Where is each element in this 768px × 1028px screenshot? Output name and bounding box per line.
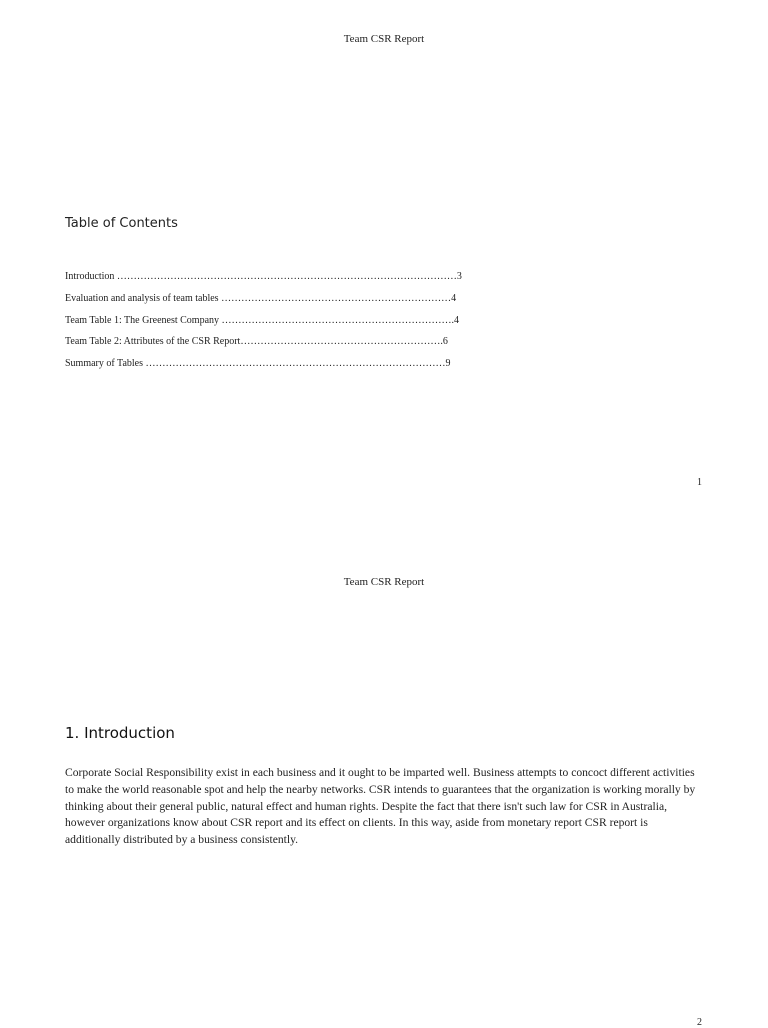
- page-number: 2: [697, 1017, 702, 1028]
- toc-entry-summary[interactable]: Summary of Tables ………………………………………………………………………………9: [65, 358, 451, 369]
- toc-entry-introduction[interactable]: Introduction …………………………………………………………………………………………3: [65, 271, 462, 282]
- page-number: 1: [697, 477, 702, 488]
- toc-entry-team-table-2[interactable]: Team Table 2: Attributes of the CSR Report…………………………………………………….6: [65, 336, 448, 348]
- toc-entry-team-table-1[interactable]: Team Table 1: The Greenest Company …………………………………………………………….4: [65, 314, 460, 326]
- toc-entry-evaluation[interactable]: Evaluation and analysis of team tables ……………………………………………………………4: [65, 292, 457, 304]
- toc-title: Table of Contents: [65, 216, 178, 231]
- running-header: Team CSR Report: [343, 33, 425, 45]
- running-header: Team CSR Report: [343, 576, 425, 588]
- document-page-2: [0, 540, 768, 1028]
- introduction-paragraph: Corporate Social Responsibility exist in each business and it ought to be imparted well. Business attempts to concoct different activities to make the world reasonable spot and help the nearby networks. CSR intends to guarantees that the organization is working morally by thinking about their general public, natural effect and human rights. Despite the fact that there isn't such law for CSR in Australia, however organizations know about CSR report and its effect on clients. In this way, aside from monetary report CSR report is additionally distributed by a business consistently.: [65, 766, 696, 847]
- toc-list: [65, 266, 475, 375]
- section-heading-introduction: 1. Introduction: [65, 724, 175, 742]
